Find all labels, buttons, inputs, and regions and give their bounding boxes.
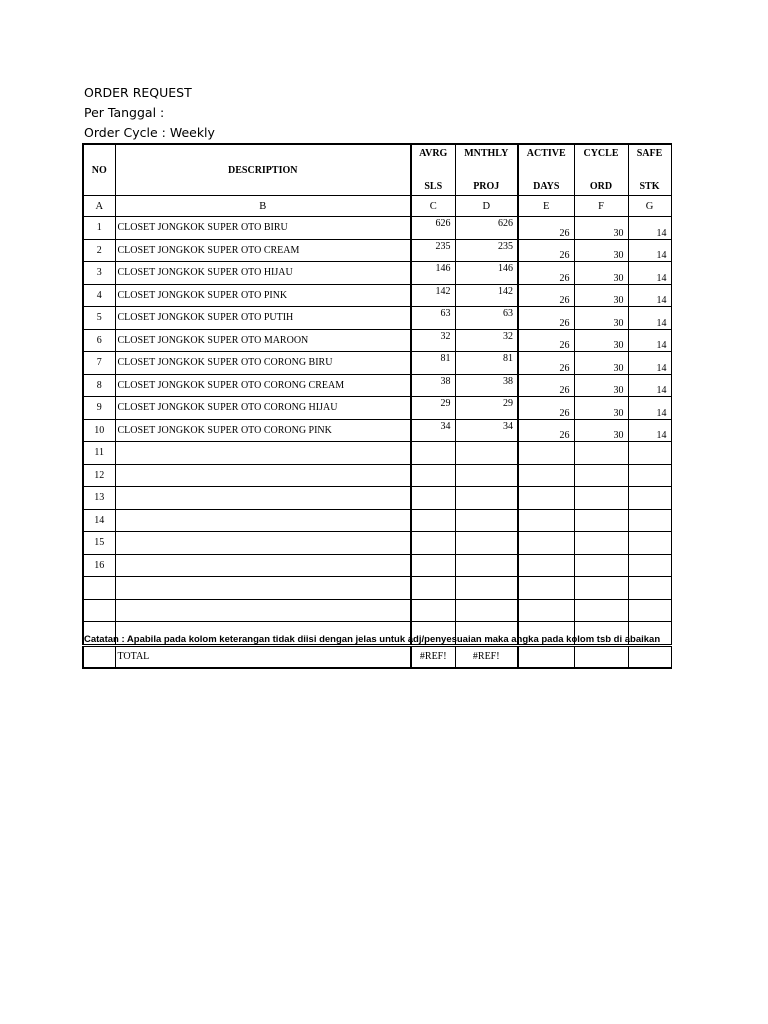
row-active-days: 26 <box>518 352 574 375</box>
col-header-active-bottom: DAYS <box>533 181 560 192</box>
column-letter: D <box>455 196 518 217</box>
row-description <box>115 509 411 532</box>
row-cycle-ord: 30 <box>574 352 628 375</box>
row-number: 12 <box>83 464 115 487</box>
row-avrg-sls: 29 <box>411 397 455 420</box>
row-safe-stk <box>628 487 671 510</box>
row-cycle-ord <box>574 577 628 600</box>
row-number: 13 <box>83 487 115 510</box>
row-mnthly-proj: 626 <box>455 217 518 240</box>
table-row <box>83 509 671 532</box>
row-description: CLOSET JONGKOK SUPER OTO CREAM <box>115 239 411 262</box>
row-avrg-sls <box>411 464 455 487</box>
column-letter: B <box>115 196 411 217</box>
row-cycle-ord <box>574 554 628 577</box>
col-header-safe-stk <box>628 144 671 196</box>
row-cycle-ord <box>574 532 628 555</box>
row-mnthly-proj: 29 <box>455 397 518 420</box>
row-active-days: 26 <box>518 284 574 307</box>
row-mnthly-proj <box>455 464 518 487</box>
row-active-days: 26 <box>518 329 574 352</box>
row-mnthly-proj: 63 <box>455 307 518 330</box>
row-safe-stk: 14 <box>628 307 671 330</box>
col-header-cycle-bottom: ORD <box>589 181 613 192</box>
row-number: 2 <box>83 239 115 262</box>
document-title: ORDER REQUEST <box>84 85 192 100</box>
row-number: 1 <box>83 217 115 240</box>
column-letter: F <box>574 196 628 217</box>
row-avrg-sls <box>411 532 455 555</box>
row-active-days: 26 <box>518 374 574 397</box>
row-avrg-sls: 34 <box>411 419 455 442</box>
row-description <box>115 554 411 577</box>
col-header-mnthly-top: MNTHLY <box>464 148 509 159</box>
table-row <box>83 239 671 262</box>
row-mnthly-proj <box>455 554 518 577</box>
row-avrg-sls: 146 <box>411 262 455 285</box>
row-mnthly-proj <box>455 577 518 600</box>
row-mnthly-proj: 142 <box>455 284 518 307</box>
total-active-days <box>518 645 574 668</box>
column-letter: A <box>83 196 115 217</box>
row-cycle-ord: 30 <box>574 329 628 352</box>
row-description <box>115 532 411 555</box>
row-safe-stk: 14 <box>628 239 671 262</box>
row-active-days: 26 <box>518 419 574 442</box>
row-safe-stk <box>628 509 671 532</box>
table-row <box>83 577 671 600</box>
row-cycle-ord <box>574 509 628 532</box>
row-active-days <box>518 487 574 510</box>
row-avrg-sls <box>411 442 455 465</box>
row-description: CLOSET JONGKOK SUPER OTO PINK <box>115 284 411 307</box>
row-avrg-sls: 38 <box>411 374 455 397</box>
row-safe-stk: 14 <box>628 352 671 375</box>
total-no-cell <box>83 645 115 668</box>
row-description: CLOSET JONGKOK SUPER OTO PUTIH <box>115 307 411 330</box>
table-row <box>83 464 671 487</box>
row-mnthly-proj: 146 <box>455 262 518 285</box>
row-number: 14 <box>83 509 115 532</box>
row-active-days: 26 <box>518 262 574 285</box>
row-mnthly-proj <box>455 532 518 555</box>
row-avrg-sls <box>411 487 455 510</box>
row-mnthly-proj <box>455 509 518 532</box>
row-safe-stk <box>628 442 671 465</box>
row-active-days: 26 <box>518 239 574 262</box>
row-description: CLOSET JONGKOK SUPER OTO HIJAU <box>115 262 411 285</box>
column-letter: C <box>411 196 455 217</box>
row-safe-stk: 14 <box>628 397 671 420</box>
col-header-cycle-ord <box>574 144 628 196</box>
row-safe-stk: 14 <box>628 419 671 442</box>
col-header-safe-bottom: STK <box>639 181 660 192</box>
table-header-row <box>83 144 671 196</box>
column-letter-row <box>83 196 671 217</box>
row-safe-stk <box>628 599 671 622</box>
row-cycle-ord: 30 <box>574 284 628 307</box>
table-row <box>83 397 671 420</box>
row-mnthly-proj <box>455 442 518 465</box>
row-avrg-sls: 32 <box>411 329 455 352</box>
table-row <box>83 352 671 375</box>
row-description: CLOSET JONGKOK SUPER OTO CORONG PINK <box>115 419 411 442</box>
row-description <box>115 442 411 465</box>
table-row <box>83 554 671 577</box>
row-avrg-sls: 235 <box>411 239 455 262</box>
row-description: CLOSET JONGKOK SUPER OTO BIRU <box>115 217 411 240</box>
row-safe-stk <box>628 464 671 487</box>
footnote: Catatan : Apabila pada kolom keterangan tidak diisi dengan jelas untuk adj/penyesuaian maka angka pada kolom tsb di abaikan <box>84 634 661 645</box>
row-active-days: 26 <box>518 397 574 420</box>
row-mnthly-proj: 38 <box>455 374 518 397</box>
col-header-avrg-bottom: SLS <box>424 181 443 192</box>
row-safe-stk: 14 <box>628 374 671 397</box>
row-number: 15 <box>83 532 115 555</box>
col-header-cycle-top: CYCLE <box>583 148 619 159</box>
row-safe-stk: 14 <box>628 284 671 307</box>
row-mnthly-proj: 34 <box>455 419 518 442</box>
col-header-mnthly-proj <box>455 144 518 196</box>
row-number <box>83 577 115 600</box>
table-row <box>83 487 671 510</box>
row-avrg-sls: 63 <box>411 307 455 330</box>
row-cycle-ord: 30 <box>574 374 628 397</box>
table-row <box>83 599 671 622</box>
row-cycle-ord: 30 <box>574 419 628 442</box>
row-avrg-sls: 626 <box>411 217 455 240</box>
row-description <box>115 599 411 622</box>
row-active-days: 26 <box>518 217 574 240</box>
row-description <box>115 487 411 510</box>
row-mnthly-proj: 81 <box>455 352 518 375</box>
table-row <box>83 329 671 352</box>
row-description: CLOSET JONGKOK SUPER OTO CORONG HIJAU <box>115 397 411 420</box>
row-cycle-ord: 30 <box>574 239 628 262</box>
row-number: 4 <box>83 284 115 307</box>
row-number: 11 <box>83 442 115 465</box>
row-avrg-sls <box>411 577 455 600</box>
row-safe-stk <box>628 532 671 555</box>
total-label: TOTAL <box>115 645 411 668</box>
row-cycle-ord <box>574 599 628 622</box>
row-safe-stk <box>628 577 671 600</box>
row-cycle-ord: 30 <box>574 262 628 285</box>
row-safe-stk: 14 <box>628 262 671 285</box>
col-header-description: DESCRIPTION <box>115 144 411 196</box>
row-active-days <box>518 442 574 465</box>
row-number: 6 <box>83 329 115 352</box>
row-avrg-sls <box>411 509 455 532</box>
row-avrg-sls <box>411 599 455 622</box>
row-active-days <box>518 532 574 555</box>
order-cycle-label: Order Cycle : Weekly <box>84 125 215 140</box>
row-number: 3 <box>83 262 115 285</box>
row-mnthly-proj <box>455 599 518 622</box>
row-avrg-sls: 81 <box>411 352 455 375</box>
row-mnthly-proj: 32 <box>455 329 518 352</box>
row-active-days <box>518 577 574 600</box>
total-cycle-ord <box>574 645 628 668</box>
row-description <box>115 577 411 600</box>
row-cycle-ord <box>574 442 628 465</box>
row-cycle-ord <box>574 464 628 487</box>
row-mnthly-proj <box>455 487 518 510</box>
column-letter: G <box>628 196 671 217</box>
row-number: 16 <box>83 554 115 577</box>
row-mnthly-proj: 235 <box>455 239 518 262</box>
order-table <box>82 143 672 669</box>
row-safe-stk <box>628 554 671 577</box>
row-active-days <box>518 509 574 532</box>
col-header-avrg-top: AVRG <box>419 148 448 159</box>
row-avrg-sls <box>411 554 455 577</box>
table-row <box>83 374 671 397</box>
row-cycle-ord <box>574 487 628 510</box>
row-active-days <box>518 599 574 622</box>
table-row <box>83 442 671 465</box>
table-row <box>83 217 671 240</box>
table-row <box>83 262 671 285</box>
row-number: 9 <box>83 397 115 420</box>
column-letter: E <box>518 196 574 217</box>
row-description: CLOSET JONGKOK SUPER OTO CORONG BIRU <box>115 352 411 375</box>
col-header-active-days <box>518 144 574 196</box>
table-row <box>83 532 671 555</box>
row-description: CLOSET JONGKOK SUPER OTO CORONG CREAM <box>115 374 411 397</box>
row-safe-stk: 14 <box>628 329 671 352</box>
row-cycle-ord: 30 <box>574 307 628 330</box>
table-row <box>83 284 671 307</box>
col-header-mnthly-bottom: PROJ <box>473 181 500 192</box>
row-description: CLOSET JONGKOK SUPER OTO MAROON <box>115 329 411 352</box>
row-cycle-ord: 30 <box>574 217 628 240</box>
col-header-no: NO <box>83 144 115 196</box>
row-active-days <box>518 464 574 487</box>
col-header-active-top: ACTIVE <box>526 148 566 159</box>
row-active-days: 26 <box>518 307 574 330</box>
row-number: 7 <box>83 352 115 375</box>
table-row <box>83 419 671 442</box>
col-header-safe-top: SAFE <box>636 148 663 159</box>
total-safe-stk <box>628 645 671 668</box>
table-row <box>83 307 671 330</box>
row-number: 8 <box>83 374 115 397</box>
row-avrg-sls: 142 <box>411 284 455 307</box>
row-number: 5 <box>83 307 115 330</box>
row-safe-stk: 14 <box>628 217 671 240</box>
col-header-avrg-sls <box>411 144 455 196</box>
row-number <box>83 599 115 622</box>
row-description <box>115 464 411 487</box>
total-avrg-sls: #REF! <box>411 645 455 668</box>
total-mnthly-proj: #REF! <box>455 645 518 668</box>
row-number: 10 <box>83 419 115 442</box>
date-label: Per Tanggal : <box>84 105 165 120</box>
row-cycle-ord: 30 <box>574 397 628 420</box>
total-row <box>83 645 671 668</box>
row-active-days <box>518 554 574 577</box>
